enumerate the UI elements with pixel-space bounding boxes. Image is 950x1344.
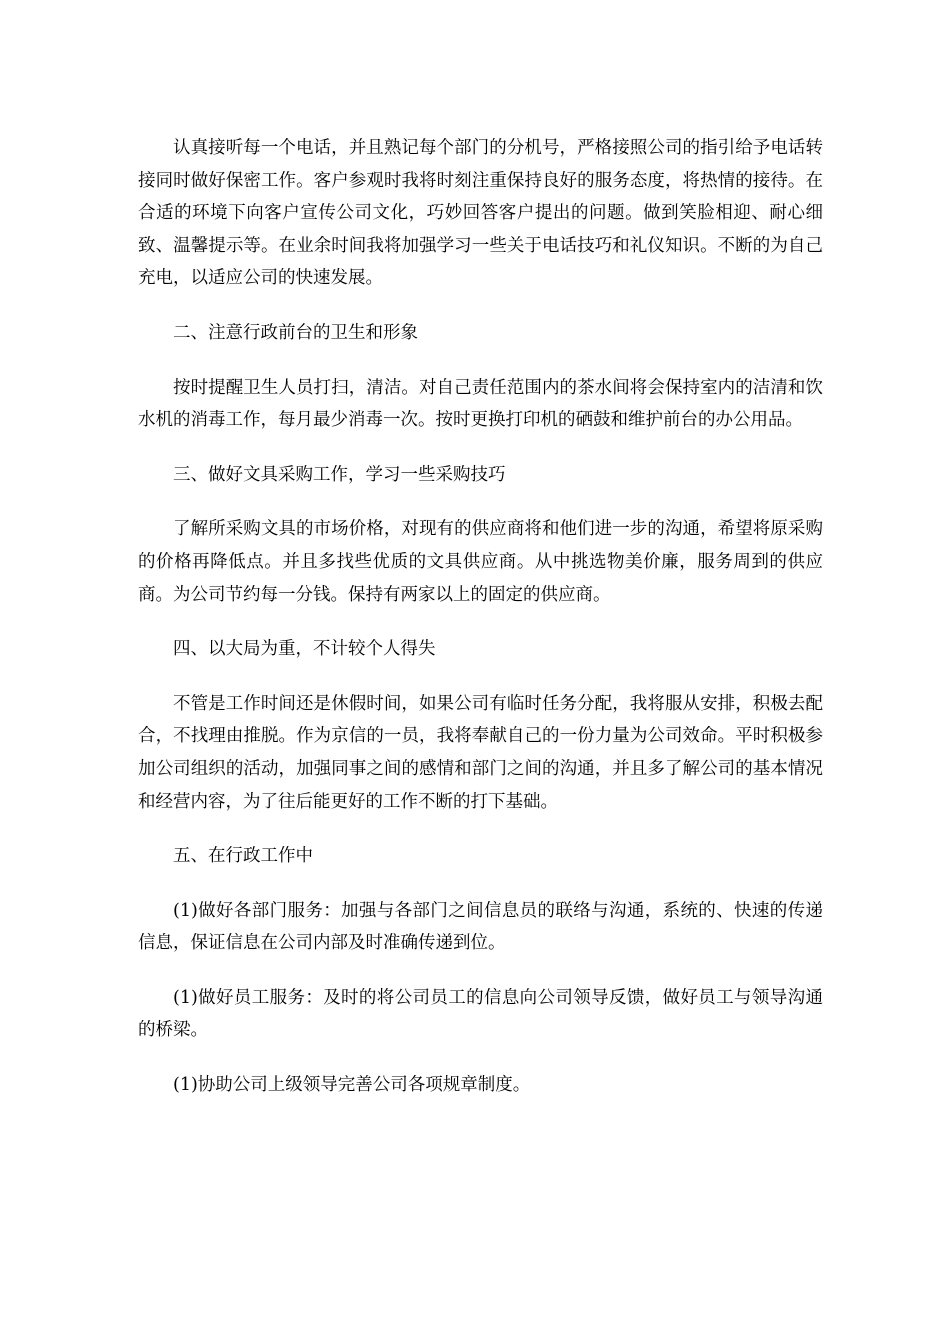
paragraph-employee-service: (1)做好员工服务：及时的将公司员工的信息向公司领导反馈，做好员工与领导沟通的桥梁。 xyxy=(138,987,823,1041)
paragraph-purchasing: 了解所采购文具的市场价格，对现有的供应商将和他们进一步的沟通，希望将原采购的价格再降低点。并且多找些优质的文具供应商。从中挑选物美价廉，服务周到的供应商。为公司节约每一分钱。保持有两家以上的固定的供应商。 xyxy=(138,519,823,605)
document-body xyxy=(138,132,823,1124)
heading-admin-work: 五、在行政工作中 xyxy=(173,846,313,867)
paragraph-hygiene: 按时提醒卫生人员打扫，清洁。对自己责任范围内的茶水间将会保持室内的洁清和饮水机的消毒工作，每月最少消毒一次。按时更换打印机的硒鼓和维护前台的办公用品。 xyxy=(138,377,823,431)
paragraph-department-service: (1)做好各部门服务：加强与各部门之间信息员的联络与沟通，系统的、快速的传递信息，保证信息在公司内部及时准确传递到位。 xyxy=(138,900,823,954)
paragraph-regulations: (1)协助公司上级领导完善公司各项规章制度。 xyxy=(173,1075,531,1096)
paragraph-big-picture: 不管是工作时间还是休假时间，如果公司有临时任务分配，我将服从安排，积极去配合，不找理由推脱。作为京信的一员，我将奉献自己的一份力量为公司效命。平时积极参加公司组织的活动，加强同事之间的感情和部门之间的沟通，并且多了解公司的基本情况和经营内容，为了往后能更好的工作不断的打下基础。 xyxy=(138,693,823,812)
heading-purchasing: 三、做好文具采购工作，学习一些采购技巧 xyxy=(173,464,506,485)
paragraph-phone-etiquette: 认真接听每一个电话，并且熟记每个部门的分机号，严格接照公司的指引给予电话转接同时做好保密工作。客户参观时我将时刻注重保持良好的服务态度，将热情的接待。在合适的环境下向客户宣传公司文化，巧妙回答客户提出的问题。做到笑脸相迎、耐心细致、温馨提示等。在业余时间我将加强学习一些关于电话技巧和礼仪知识。不断的为自己充电，以适应公司的快速发展。 xyxy=(138,138,823,289)
heading-big-picture: 四、以大局为重，不计较个人得失 xyxy=(173,639,436,660)
heading-hygiene: 二、注意行政前台的卫生和形象 xyxy=(173,322,418,343)
